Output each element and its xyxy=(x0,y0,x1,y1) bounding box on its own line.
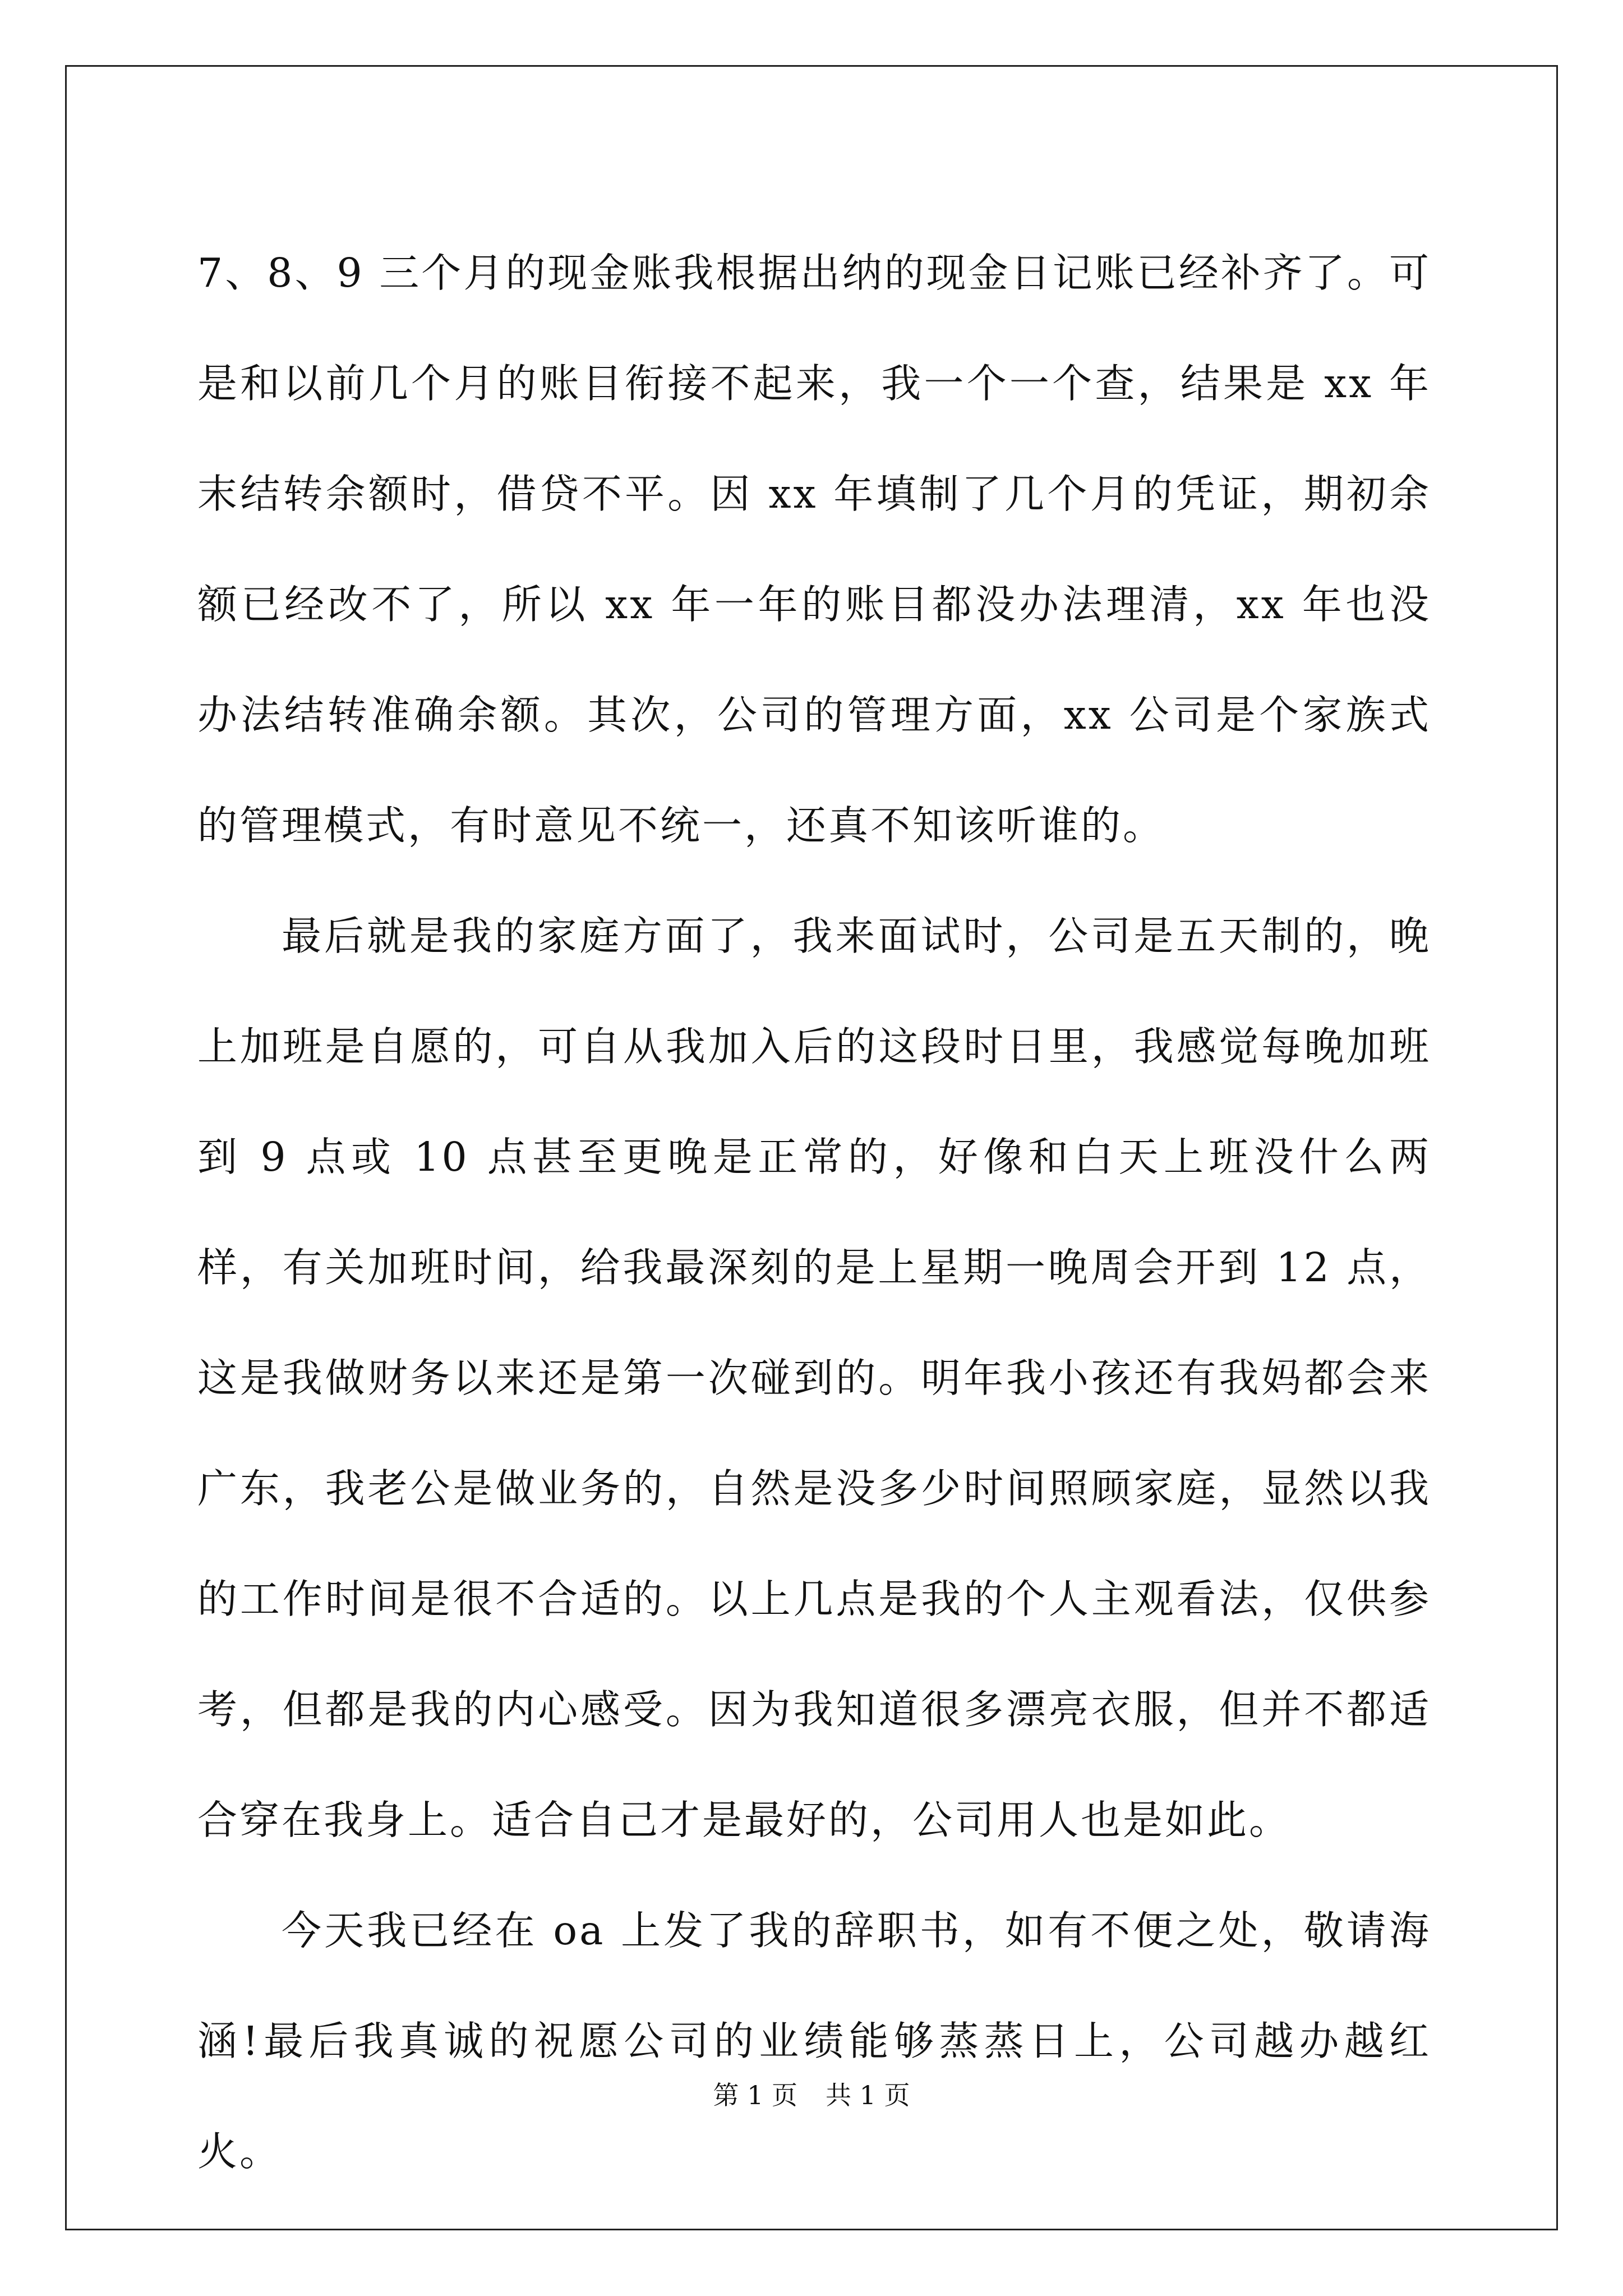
paragraph-1: 7、8、9 三个月的现金账我根据出纳的现金日记账已经补齐了。可是和以前几个月的账目衔接不起来，我一个一个查，结果是 xx 年末结转余额时，借贷不平。因 xx 年填制了几个月的凭证，期初余额已经改不了，所以 xx 年一年的账目都没办法理清，xx 年也没办法结转准确余额。其次，公司的管理方面，xx 公司是个家族式的管理模式，有时意见不统一，还真不知该听谁的。 xyxy=(197,250,1431,849)
paragraph-2: 最后就是我的家庭方面了，我来面试时，公司是五天制的，晚上加班是自愿的，可自从我加入后的这段时日里，我感觉每晚加班到 9 点或 10 点甚至更晚是正常的，好像和白天上班没什么两样，有关加班时间，给我最深刻的是上星期一晚周会开到 12 点，这是我做财务以来还是第一次碰到的。明年我小孩还有我妈都会来广东，我老公是做业务的，自然是没多少时间照顾家庭，显然以我的工作时间是很不合适的。以上几点是我的个人主观看法，仅供参考，但都是我的内心感受。因为我知道很多漂亮衣服，但并不都适合穿在我身上。适合自己才是最好的，公司用人也是如此。 xyxy=(197,913,1431,1843)
document-body xyxy=(197,218,1431,2207)
page-total: 共 1 页 xyxy=(826,2080,910,2110)
page-number: 第 1 页 xyxy=(713,2080,797,2110)
paragraph-3: 今天我已经在 oa 上发了我的辞职书，如有不便之处，敬请海涵!最后我真诚的祝愿公司的业绩能够蒸蒸日上，公司越办越红火。 xyxy=(197,1907,1431,2175)
page-footer xyxy=(0,2078,1623,2112)
